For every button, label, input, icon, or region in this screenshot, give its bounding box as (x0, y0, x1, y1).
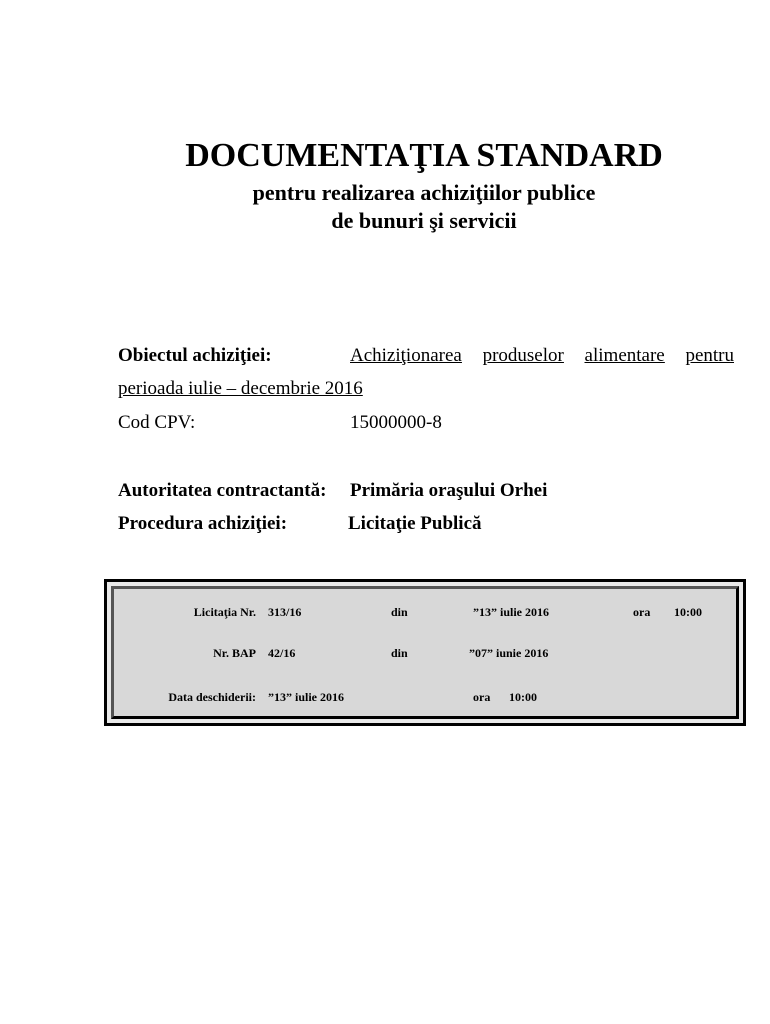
bap-date-value: ”07” iunie 2016 (469, 646, 549, 660)
licitatie-date-value: ”13” iulie 2016 (473, 605, 550, 619)
obiect-value-word: alimentare (584, 345, 665, 366)
licitatie-ora-label: ora (633, 605, 651, 619)
licitatie-din-label: din (391, 605, 408, 619)
document-subtitle-line1: pentru realizarea achiziţiilor publice (252, 180, 596, 205)
procedura-label: Procedura achiziţiei: (118, 513, 288, 534)
document-subtitle-line2: de bunuri şi servicii (331, 208, 517, 233)
data-deschiderii-value: ”13” iulie 2016 (268, 690, 345, 704)
obiect-label: Obiectul achiziţiei: (118, 345, 272, 366)
licitatie-nr-value: 313/16 (268, 605, 302, 619)
obiect-value-continuation: perioada iulie – decembrie 2016 (118, 378, 363, 399)
cpv-label: Cod CPV: (118, 412, 196, 433)
bap-nr-label: Nr. BAP (213, 646, 256, 660)
data-deschiderii-label: Data deschiderii: (168, 690, 256, 704)
bap-nr-value: 42/16 (268, 646, 296, 660)
bap-din-label: din (391, 646, 408, 660)
deschidere-time-value: 10:00 (509, 690, 537, 704)
licitatie-info-box (104, 579, 746, 726)
licitatie-nr-label: Licitaţia Nr. (193, 605, 256, 619)
autoritate-value: Primăria oraşului Orhei (350, 480, 548, 501)
autoritate-label: Autoritatea contractantă: (118, 480, 327, 501)
licitatie-info-box-inner (111, 586, 739, 719)
obiect-value (350, 345, 734, 367)
cpv-value: 15000000-8 (350, 412, 442, 433)
obiect-value-word: produselor (482, 345, 564, 366)
obiect-value-word: Achiziţionarea (350, 345, 462, 366)
licitatie-time-value: 10:00 (674, 605, 702, 619)
obiect-value-word: pentru (685, 345, 734, 366)
document-title: DOCUMENTAŢIA STANDARD (185, 137, 663, 174)
procedura-value: Licitaţie Publică (348, 513, 482, 534)
deschidere-ora-label: ora (473, 690, 491, 704)
